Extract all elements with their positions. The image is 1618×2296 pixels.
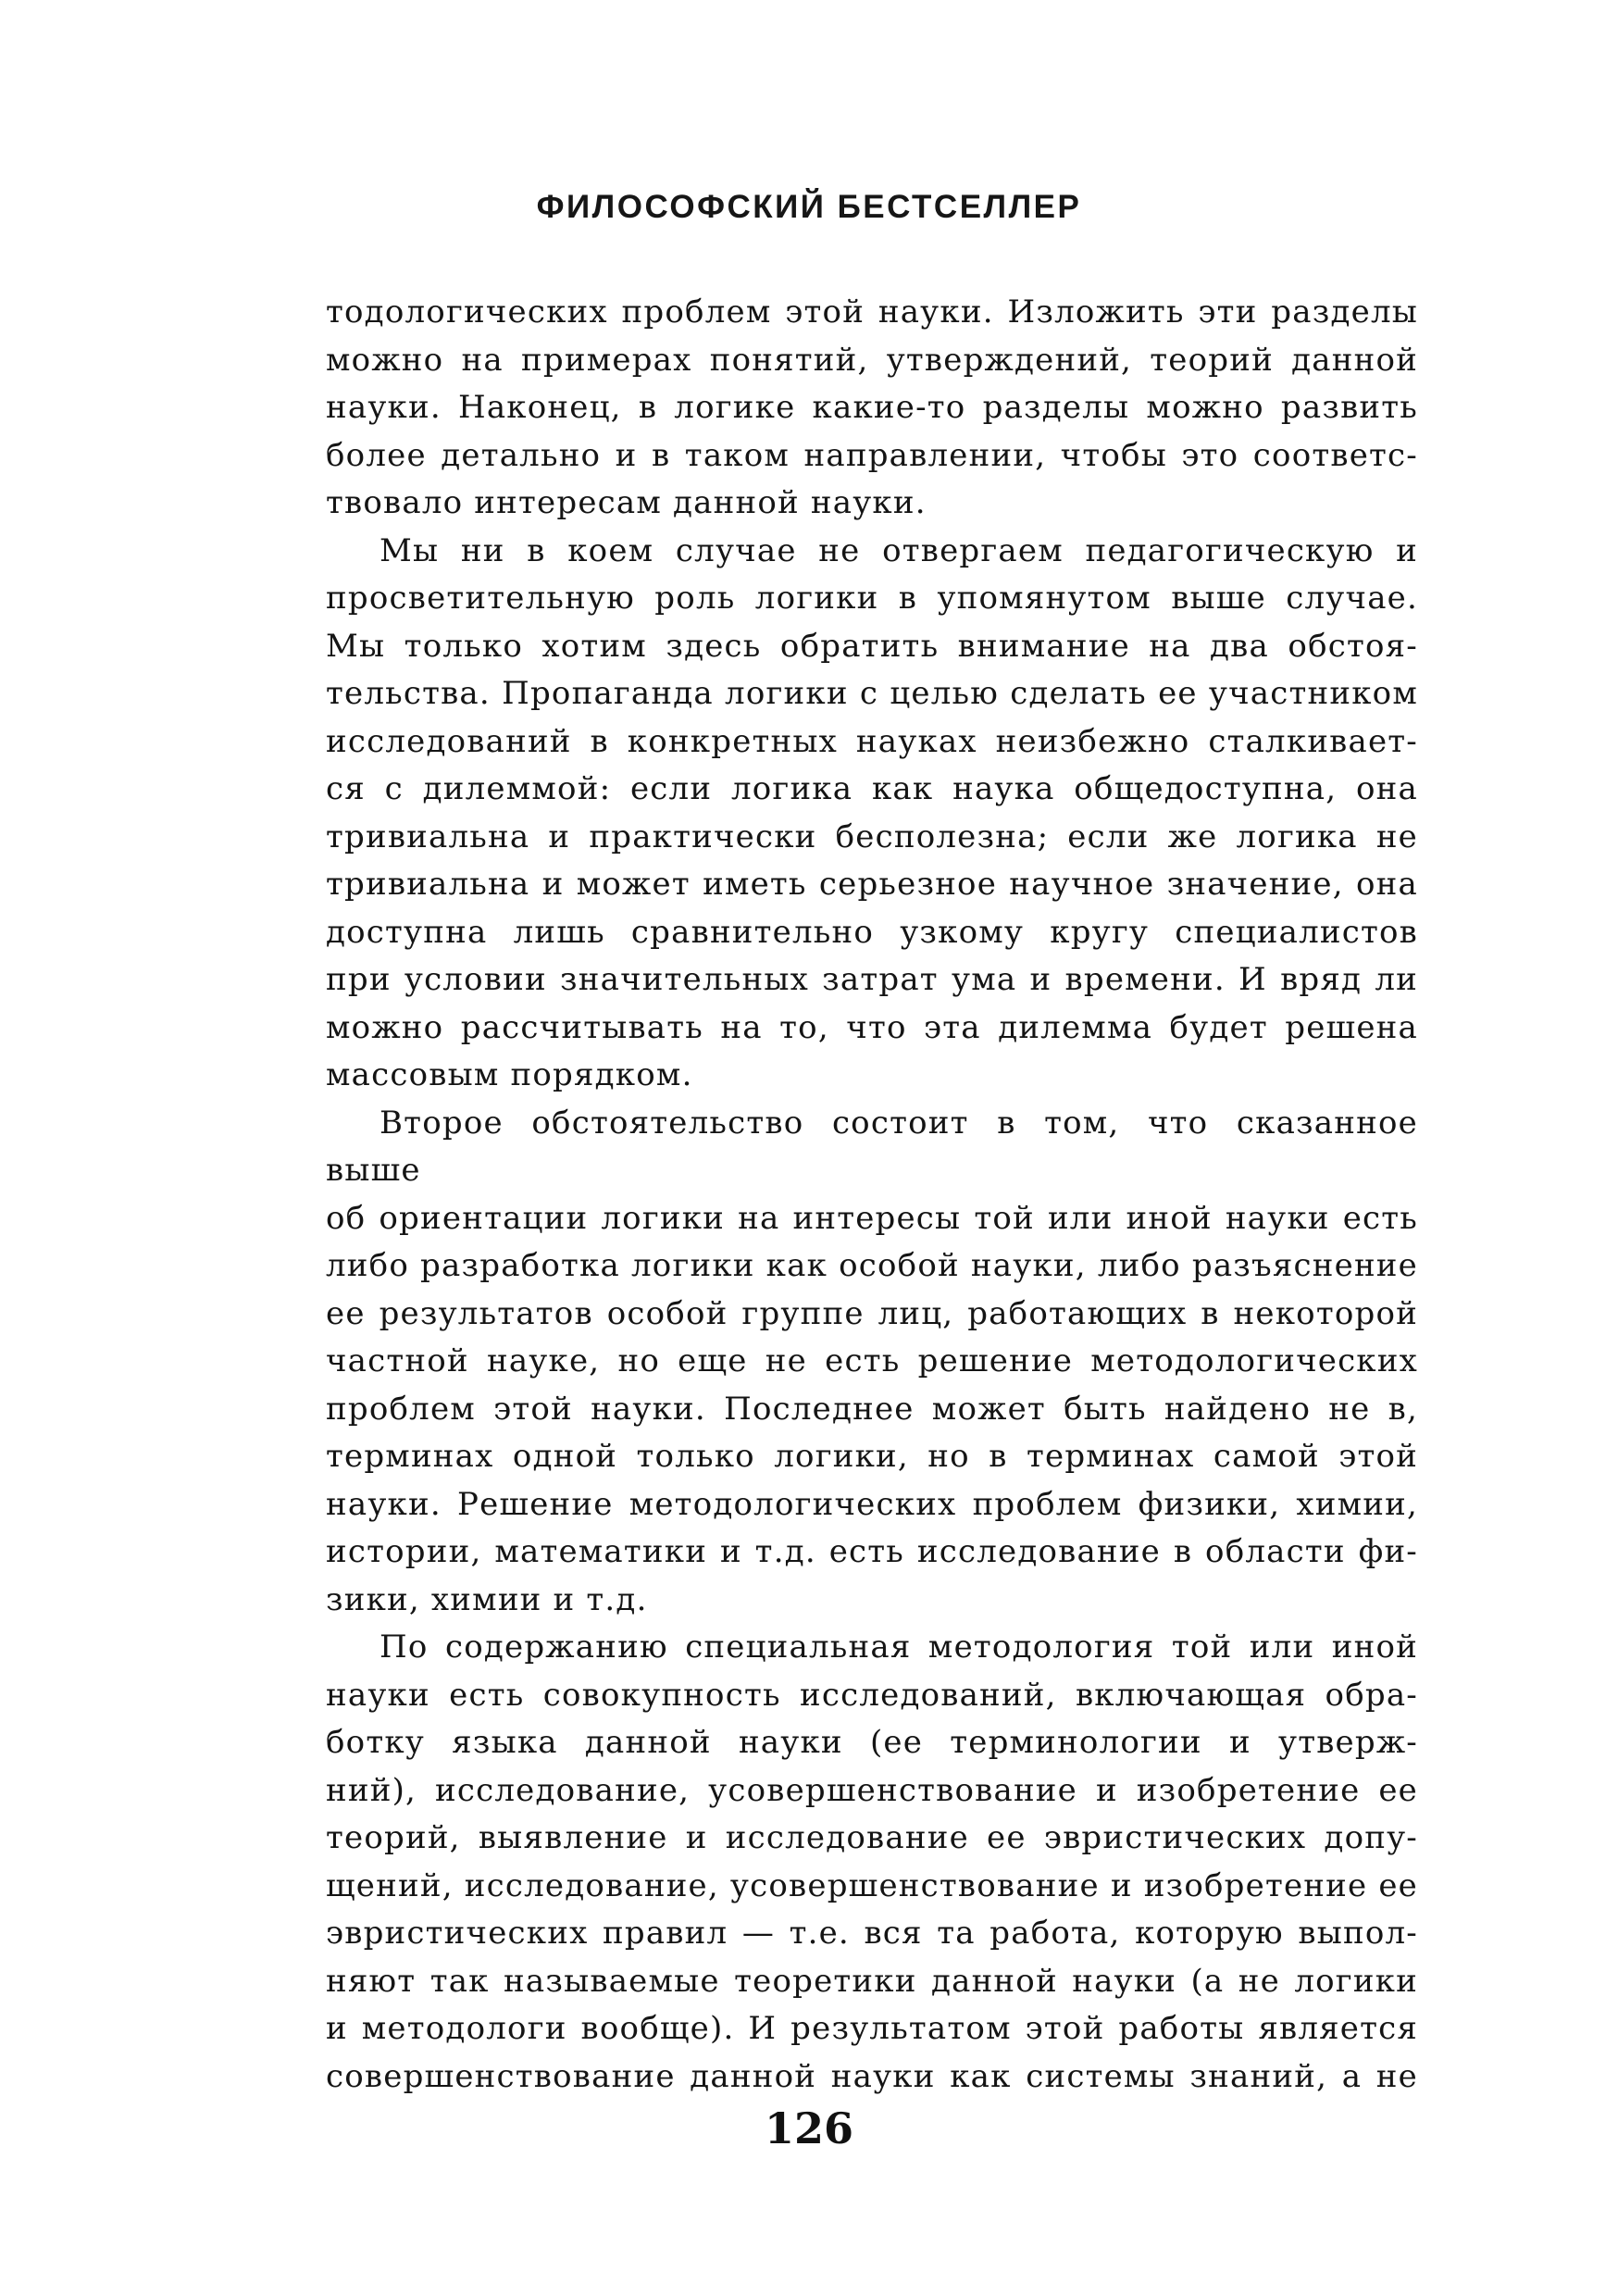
text-line: щений, исследование, усовершенствование и изобретение ее xyxy=(326,1866,1418,1904)
text-line: ся с дилеммой: если логика как наука общедоступна, она xyxy=(326,770,1418,807)
text-line: тодологических проблем этой науки. Изложить эти разделы xyxy=(326,293,1418,331)
text-line: науки есть совокупность исследований, включающая обра- xyxy=(326,1676,1418,1714)
text-line: Мы только хотим здесь обратить внимание на два обстоя- xyxy=(326,627,1418,665)
text-line: истории, математики и т.д. есть исследование в области фи- xyxy=(326,1533,1418,1570)
page-number: 126 xyxy=(764,2103,854,2153)
text-line: исследований в конкретных науках неизбежно сталкивает- xyxy=(326,722,1418,760)
text-line: тривиальна и практически бесполезна; если же логика не xyxy=(326,817,1418,855)
running-head: ФИЛОСОФСКИЙ БЕСТСЕЛЛЕР xyxy=(536,189,1082,225)
text-line: тривиальна и может иметь серьезное научное значение, она xyxy=(326,866,1418,903)
text-line: ее результатов особой группе лиц, работающих в некоторой xyxy=(326,1294,1418,1332)
text-line: эвристических правил — т.е. вся та работа, которую выпол- xyxy=(326,1915,1418,1952)
text-line: зики, химии и т.д. xyxy=(326,1580,648,1618)
text-line: просветительную роль логики в упомянутом выше случае. xyxy=(326,580,1418,617)
text-line: науки. Наконец, в логике какие-то разделы можно развить xyxy=(326,389,1418,426)
text-line: при условии значительных затрат ума и времени. И вряд ли xyxy=(326,961,1418,998)
text-line: можно рассчитывать на то, что эта дилемма будет решена xyxy=(326,1008,1418,1046)
text-line: доступна лишь сравнительно узкому кругу специалистов xyxy=(326,913,1418,951)
text-line: можно на примерах понятий, утверждений, теорий данной xyxy=(326,341,1418,379)
text-line: няют так называемые теоретики данной науки (а не логики xyxy=(326,1962,1418,2000)
text-line: частной науке, но еще не есть решение методологических xyxy=(326,1342,1418,1379)
text-line: и методологи вообще). И результатом этой работы является xyxy=(326,2010,1418,2047)
text-line: массовым порядком. xyxy=(326,1056,693,1093)
text-line: ний), исследование, усовершенствование и изобретение ее xyxy=(326,1771,1418,1809)
text-line: ботку языка данной науки (ее терминологии и утверж- xyxy=(326,1724,1418,1761)
text-line: теорий, выявление и исследование ее эвристических допу- xyxy=(326,1819,1418,1856)
text-line: твовало интересам данной науки. xyxy=(326,484,927,521)
text-line: либо разработка логики как особой науки, либо разъяснение xyxy=(326,1247,1418,1284)
text-line: об ориентации логики на интересы той или иной науки есть xyxy=(326,1199,1418,1237)
text-line: терминах одной только логики, но в терминах самой этой xyxy=(326,1438,1418,1475)
text-line: науки. Решение методологических проблем физики, химии, xyxy=(326,1485,1418,1523)
text-line: более детально и в таком направлении, чтобы это соответс- xyxy=(326,436,1418,474)
text-line: совершенствование данной науки как системы знаний, а не xyxy=(326,2057,1418,2095)
text-line: Второе обстоятельство состоит в том, что сказанное выше xyxy=(326,1104,1418,1189)
text-line: По содержанию специальная методология той или иной xyxy=(380,1628,1418,1666)
text-line: тельства. Пропаганда логики с целью сделать ее участником xyxy=(326,675,1418,712)
text-line: проблем этой науки. Последнее может быть найдено не в, xyxy=(326,1390,1418,1428)
body-text xyxy=(326,289,1418,2101)
text-line: Мы ни в коем случае не отвергаем педагогическую и xyxy=(380,531,1418,569)
